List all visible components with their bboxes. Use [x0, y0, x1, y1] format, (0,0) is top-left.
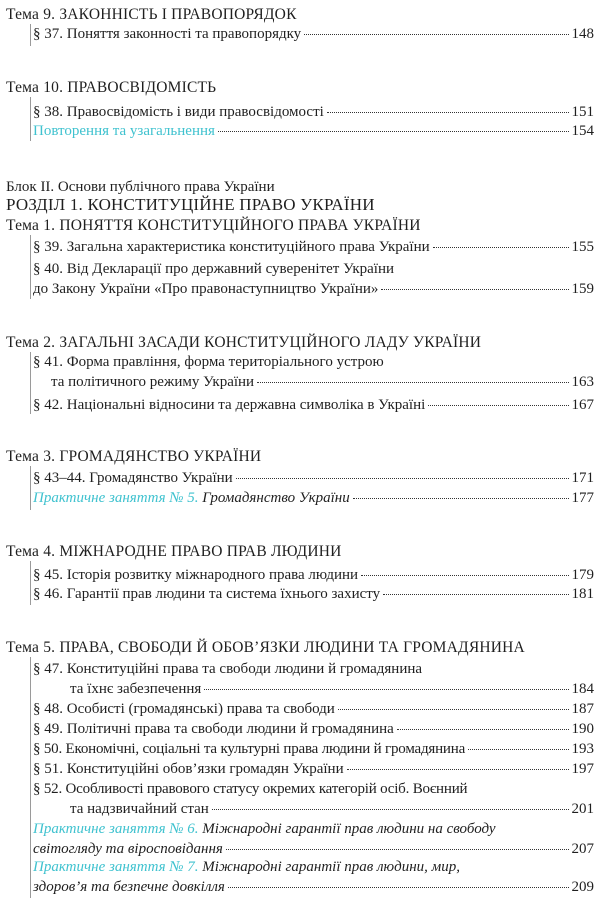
- page-number: 193: [571, 741, 594, 757]
- toc-entry-practice-7[interactable]: Практичне заняття № 7. Міжнародні гарантії прав людини, мир, здоров’я та безпечне довкілля 209: [33, 859, 594, 895]
- dot-leader: [218, 131, 569, 132]
- dot-leader: [204, 689, 568, 690]
- toc-entry-51[interactable]: § 51. Конституційні обов’язки громадян України 197: [33, 761, 594, 777]
- page-number: 207: [571, 841, 594, 857]
- dot-leader: [433, 247, 569, 248]
- dot-leader: [212, 809, 569, 810]
- dot-leader: [236, 478, 569, 479]
- topic-3-title: Тема 3. ГРОМАДЯНСТВО УКРАЇНИ: [6, 448, 262, 465]
- practice-label: Практичне заняття № 5.: [33, 490, 199, 506]
- topic-9-title: Тема 9. ЗАКОННІСТЬ І ПРАВОПОРЯДОК: [6, 6, 297, 23]
- dot-leader: [353, 498, 569, 499]
- dot-leader: [383, 594, 568, 595]
- dot-leader: [468, 749, 568, 750]
- divider-line: [30, 97, 31, 141]
- page-number: 190: [571, 721, 594, 737]
- practice-label: Практичне заняття № 7.: [33, 859, 199, 875]
- toc-entry-43-44[interactable]: § 43–44. Громадянство України 171: [33, 470, 594, 486]
- toc-entry-46[interactable]: § 46. Гарантії прав людини та система їхнього захисту 181: [33, 586, 594, 602]
- page-number: 201: [571, 801, 594, 817]
- dot-leader: [428, 405, 568, 406]
- toc-entry-52[interactable]: § 52. Особливості правового статусу окремих категорій осіб. Воєнний та надзвичайний стан 201: [33, 781, 594, 817]
- block-2-title: Блок ІІ. Основи публічного права України: [6, 179, 275, 195]
- toc-entry-38[interactable]: § 38. Правосвідомість і види правосвідомості 151: [33, 104, 594, 120]
- page-number: 167: [571, 397, 594, 413]
- divider-line: [30, 466, 31, 510]
- dot-leader: [257, 382, 568, 383]
- divider-line: [30, 657, 31, 898]
- page-number: 154: [571, 123, 594, 139]
- page-number: 187: [571, 701, 594, 717]
- topic-10-title: Тема 10. ПРАВОСВІДОМІСТЬ: [6, 79, 217, 96]
- toc-entry-practice-5[interactable]: Практичне заняття № 5. Громадянство України 177: [33, 490, 594, 506]
- page-number: 179: [571, 567, 594, 583]
- dot-leader: [397, 729, 569, 730]
- divider-line: [30, 235, 31, 299]
- toc-entry-review[interactable]: Повторення та узагальнення 154: [33, 123, 594, 139]
- divider-line: [30, 561, 31, 605]
- page-number: 163: [571, 374, 594, 390]
- topic-4-title: Тема 4. МІЖНАРОДНЕ ПРАВО ПРАВ ЛЮДИНИ: [6, 543, 342, 560]
- toc-entry-37[interactable]: § 37. Поняття законності та правопорядку 148: [33, 26, 594, 42]
- dot-leader: [381, 289, 568, 290]
- page-number: 159: [571, 281, 594, 297]
- dot-leader: [338, 709, 569, 710]
- dot-leader: [228, 887, 569, 888]
- page-number: 197: [571, 761, 594, 777]
- toc-entry-practice-6[interactable]: Практичне заняття № 6. Міжнародні гарантії прав людини на свободу світогляду та віросповідання 207: [33, 821, 594, 857]
- dot-leader: [347, 769, 569, 770]
- toc-entry-39[interactable]: § 39. Загальна характеристика конституційного права України 155: [33, 239, 594, 255]
- page-number: 181: [571, 586, 594, 602]
- page-number: 209: [571, 879, 594, 895]
- toc-entry-40[interactable]: § 40. Від Декларації про державний суверенітет України до Закону України «Про правонаступництво України» 159: [33, 261, 594, 297]
- toc-entry-42[interactable]: § 42. Національні відносини та державна символіка в Україні 167: [33, 397, 594, 413]
- toc-entry-47[interactable]: § 47. Конституційні права та свободи людини й громадянина та їхнє забезпечення 184: [33, 661, 594, 697]
- page-number: 148: [571, 26, 594, 42]
- page-number: 151: [571, 104, 594, 120]
- dot-leader: [327, 112, 569, 113]
- topic-1-title: Тема 1. ПОНЯТТЯ КОНСТИТУЦІЙНОГО ПРАВА УКРАЇНИ: [6, 217, 421, 234]
- toc-entry-41[interactable]: § 41. Форма правління, форма територіального устрою та політичного режиму України 163: [33, 354, 594, 390]
- toc-entry-50[interactable]: § 50. Економічні, соціальні та культурні права людини й громадянина 193: [33, 741, 594, 757]
- dot-leader: [304, 34, 568, 35]
- toc-entry-49[interactable]: § 49. Політичні права та свободи людини й громадянина 190: [33, 721, 594, 737]
- page-number: 155: [571, 239, 594, 255]
- practice-label: Практичне заняття № 6.: [33, 821, 199, 837]
- toc-entry-48[interactable]: § 48. Особисті (громадянські) права та свободи 187: [33, 701, 594, 717]
- dot-leader: [361, 575, 568, 576]
- divider-line: [30, 352, 31, 414]
- dot-leader: [226, 849, 569, 850]
- topic-2-title: Тема 2. ЗАГАЛЬНІ ЗАСАДИ КОНСТИТУЦІЙНОГО ЛАДУ УКРАЇНИ: [6, 334, 482, 351]
- section-1-title: РОЗДІЛ 1. КОНСТИТУЦІЙНЕ ПРАВО УКРАЇНИ: [6, 195, 375, 214]
- divider-line: [30, 24, 31, 46]
- page-number: 177: [571, 490, 594, 506]
- page-number: 171: [571, 470, 594, 486]
- topic-5-title: Тема 5. ПРАВА, СВОБОДИ Й ОБОВ’ЯЗКИ ЛЮДИНИ ТА ГРОМАДЯНИНА: [6, 639, 525, 656]
- toc-entry-45[interactable]: § 45. Історія розвитку міжнародного права людини 179: [33, 567, 594, 583]
- page-number: 184: [571, 681, 594, 697]
